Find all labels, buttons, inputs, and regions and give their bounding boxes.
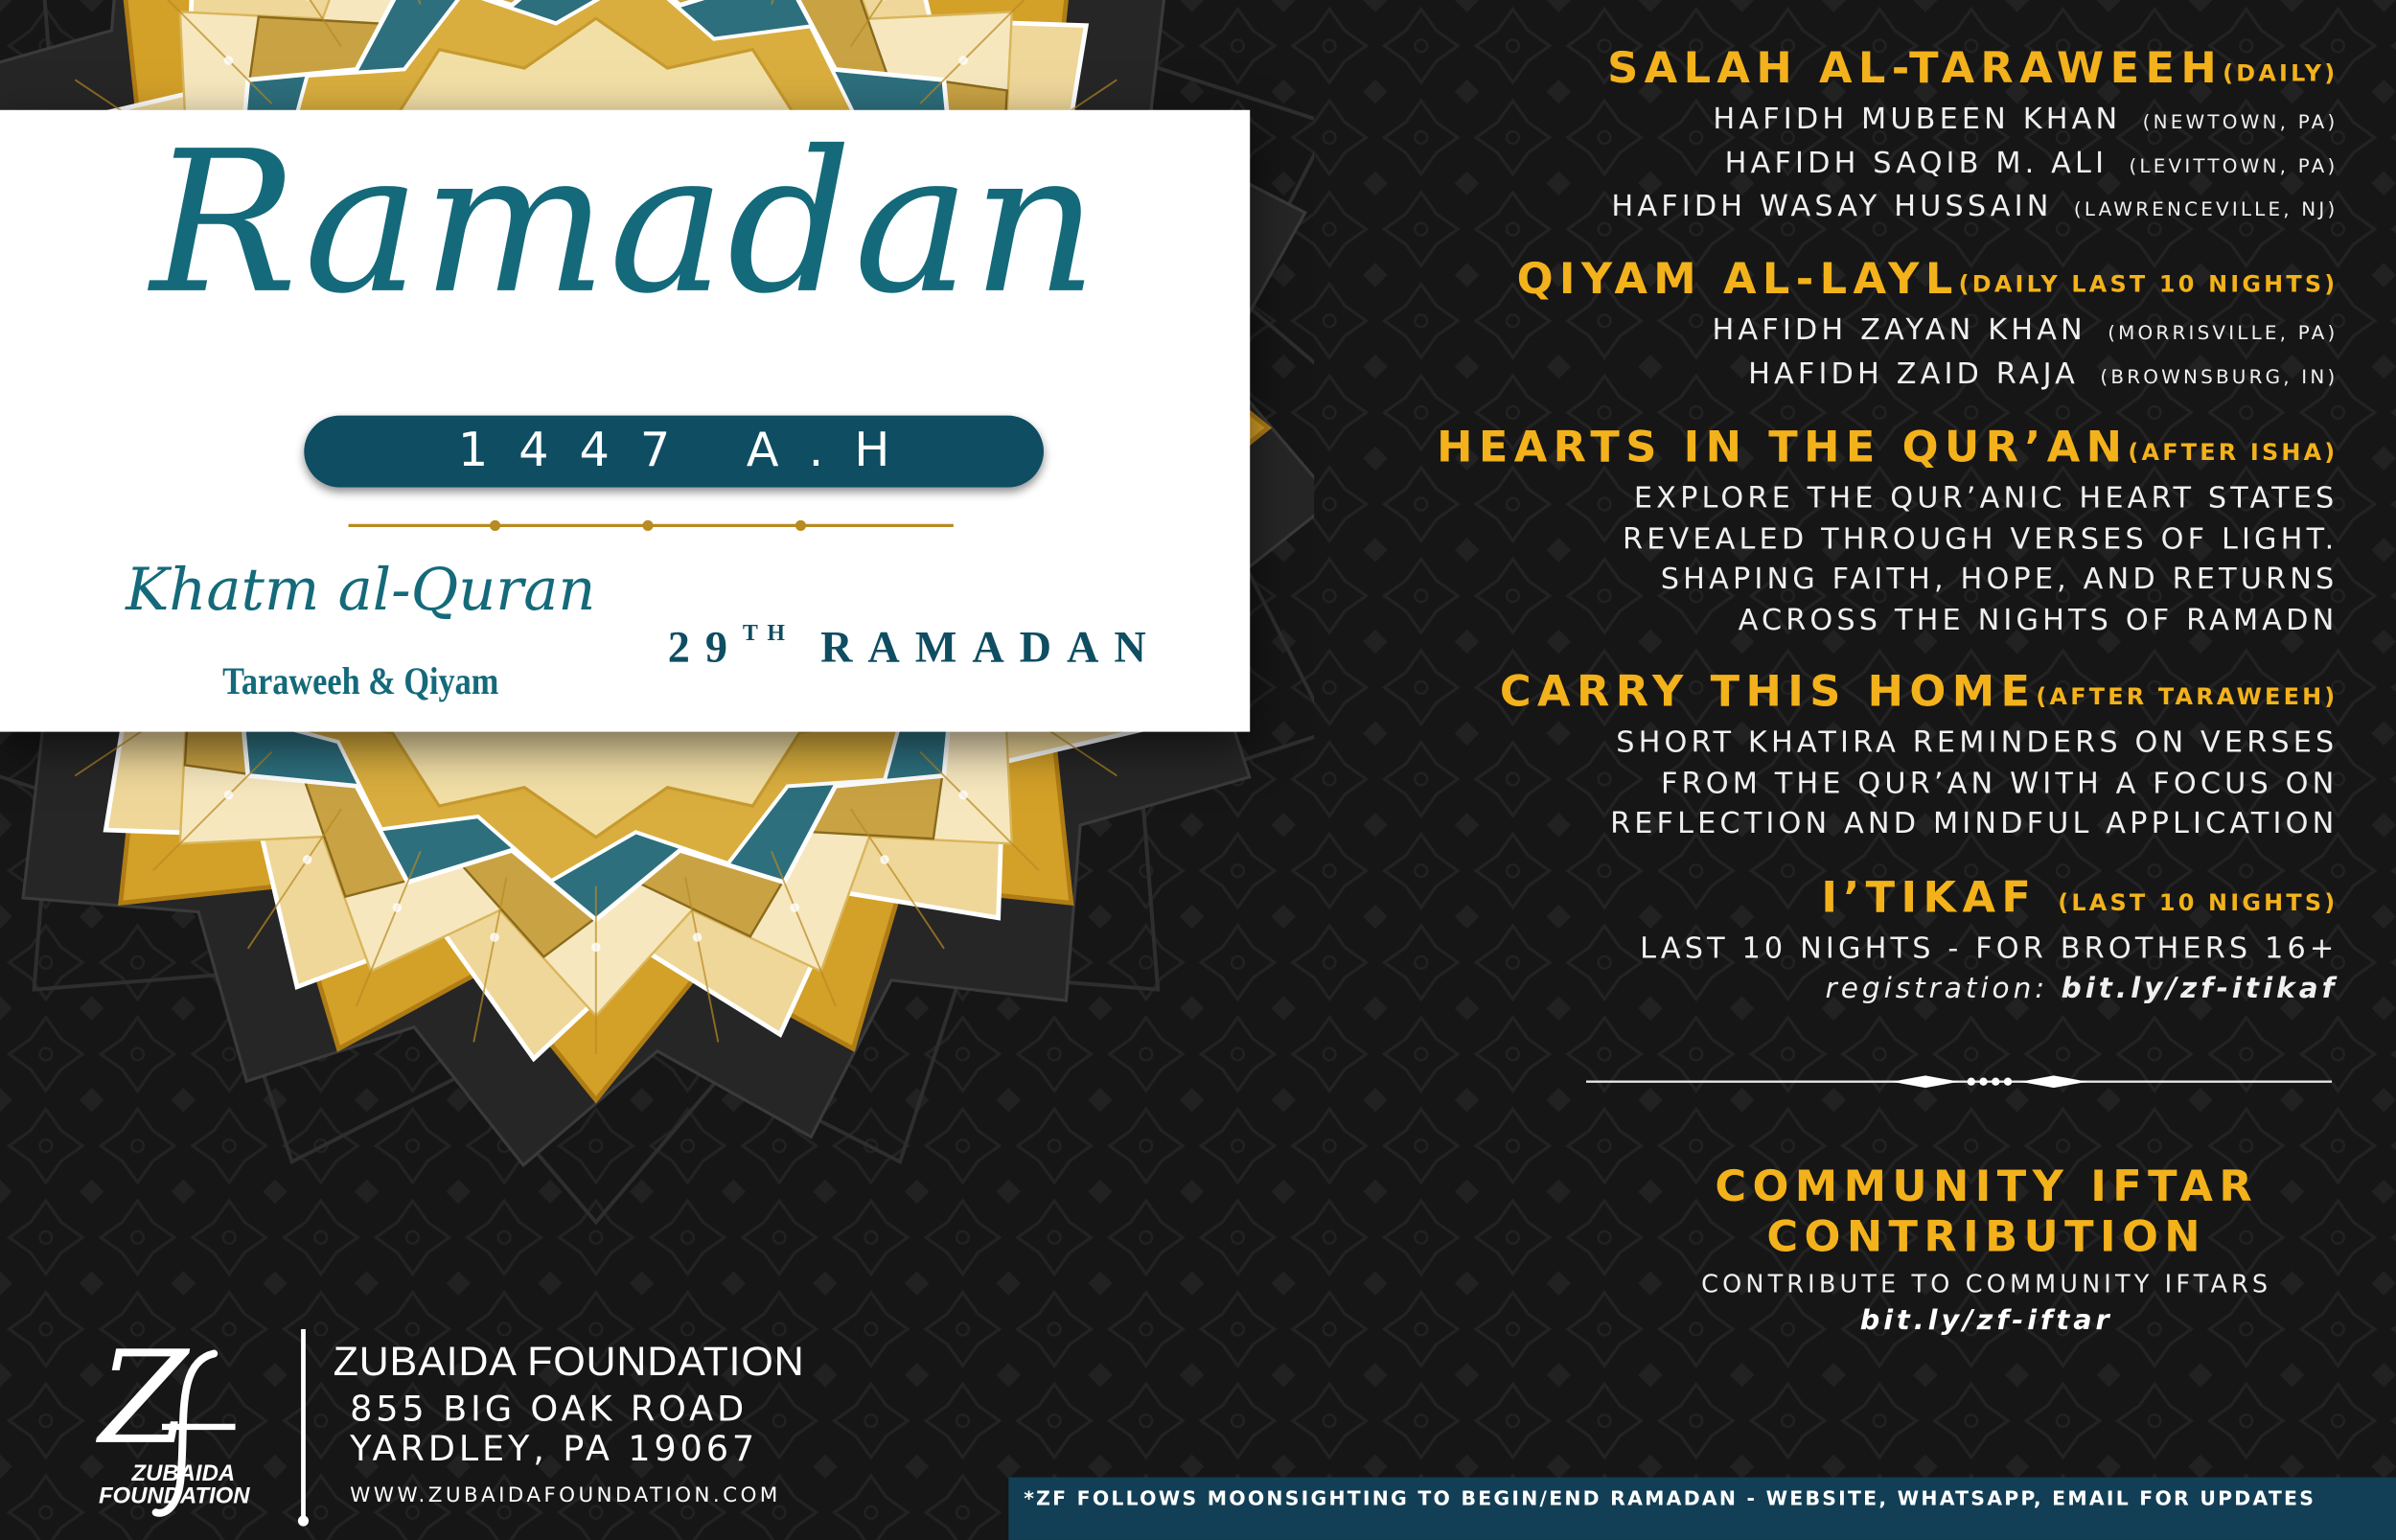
- iftar-description: CONTRIBUTE TO COMMUNITY IFTARS: [1701, 1269, 2272, 1299]
- reciter-location: (LEVITTOWN, PA): [2129, 153, 2338, 177]
- taraweeh-qiyam-subtitle: Taraweeh & Qiyam: [222, 661, 499, 703]
- section-tag: (AFTER TARAWEEH): [2036, 682, 2338, 711]
- date-number: 29: [667, 623, 743, 673]
- reciter-line: [1299, 100, 2338, 143]
- moonsighting-notice: *ZF FOLLOWS MOONSIGHTING TO BEGIN/END RAMADAN - WEBSITE, WHATSAPP, EMAIL FOR UPDATES: [1024, 1487, 2316, 1511]
- logo-text-zubaida: ZUBAIDA: [131, 1460, 236, 1486]
- registration-link[interactable]: bit.ly/zf-itikaf: [2061, 972, 2338, 1005]
- section-heading: [1299, 666, 2338, 723]
- svg-text:Z: Z: [99, 1335, 189, 1473]
- reciter-line: [1299, 186, 2338, 229]
- description-line: FROM THE QUR’AN WITH A FOCUS ON: [1660, 766, 2338, 800]
- ornamental-divider: [349, 514, 954, 539]
- section-tag: (DAILY LAST 10 NIGHTS): [1958, 270, 2338, 298]
- logo-text-foundation: FOUNDATION: [98, 1483, 250, 1509]
- description-line: REVEALED THROUGH VERSES OF LIGHT.: [1623, 521, 2338, 556]
- reciter-location: (BROWNSBURG, IN): [2100, 364, 2338, 388]
- reciter-line: [1299, 354, 2338, 397]
- reciter-name: HAFIDH ZAID RAJA: [1748, 356, 2080, 391]
- khatm-al-quran-heading: Khatm al-Quran: [126, 556, 596, 624]
- section-heading: [1299, 872, 2338, 929]
- description-line: REFLECTION AND MINDFUL APPLICATION: [1610, 806, 2338, 840]
- section-title: QIYAM AL-LAYL: [1516, 253, 1959, 305]
- address-line-1: 855 BIG OAK ROAD: [350, 1390, 749, 1431]
- hijri-year-badge: 1447 A.H: [304, 416, 1044, 488]
- reciter-name: HAFIDH SAQIB M. ALI: [1724, 146, 2108, 180]
- reciter-location: (NEWTOWN, PA): [2142, 109, 2338, 133]
- description-line: SHORT KHATIRA REMINDERS ON VERSES: [1616, 725, 2338, 760]
- reciter-name: HAFIDH WASAY HUSSAIN: [1611, 189, 2053, 223]
- section-tag: (LAST 10 NIGHTS): [2058, 888, 2338, 917]
- section-title: I’TIKAF: [1821, 872, 2038, 923]
- section-title: CARRY THIS HOME: [1499, 666, 2037, 717]
- description-line: LAST 10 NIGHTS - FOR BROTHERS 16+: [1640, 931, 2338, 966]
- description-line: SHAPING FAITH, HOPE, AND RETURNS: [1660, 562, 2338, 596]
- section-heading: [1299, 422, 2338, 478]
- section-qiyam-al-layl: [1299, 254, 2338, 398]
- iftar-title-line2: CONTRIBUTION: [1766, 1211, 2207, 1262]
- section-tag: (DAILY): [2223, 59, 2338, 87]
- logo-separator: [301, 1329, 306, 1520]
- iftar-link[interactable]: bit.ly/zf-iftar: [1859, 1304, 2113, 1337]
- date-ordinal: TH: [742, 621, 795, 647]
- reciter-name: HAFIDH MUBEEN KHAN: [1713, 102, 2122, 136]
- reciter-location: (MORRISVILLE, PA): [2108, 320, 2338, 344]
- iftar-title-line1: COMMUNITY IFTAR: [1715, 1161, 2259, 1212]
- description-line: ACROSS THE NIGHTS OF RAMADN: [1738, 602, 2338, 636]
- reciter-name: HAFIDH ZAYAN KHAN: [1712, 312, 2086, 347]
- registration-label: registration:: [1825, 972, 2049, 1005]
- address-line-2: YARDLEY, PA 19067: [350, 1430, 759, 1470]
- description-line: EXPLORE THE QUR’ANIC HEART STATES: [1633, 481, 2338, 516]
- date-month: RAMADAN: [820, 623, 1162, 673]
- event-date: [668, 604, 1218, 678]
- ornamental-divider: [1586, 1069, 2332, 1094]
- section-itikaf: [1299, 872, 2338, 1009]
- section-tag: (AFTER ISHA): [2128, 438, 2338, 467]
- section-hearts-in-the-quran: [1299, 422, 2338, 640]
- section-carry-this-home: [1299, 666, 2338, 844]
- organization-name: ZUBAIDA FOUNDATION: [333, 1338, 805, 1385]
- section-title: SALAH AL-TARAWEEH: [1607, 42, 2223, 94]
- zubaida-foundation-logo: [67, 1335, 281, 1521]
- reciter-line: [1299, 310, 2338, 354]
- hero-title: Ramadan: [150, 109, 1100, 338]
- section-salah-al-taraweeh: [1299, 43, 2338, 230]
- section-heading: [1299, 254, 2338, 310]
- community-iftar-block: [1620, 1161, 2353, 1339]
- registration-line: [1299, 970, 2338, 1009]
- section-heading: [1299, 43, 2338, 100]
- section-title: HEARTS IN THE QUR’AN: [1437, 421, 2129, 472]
- reciter-line: [1299, 143, 2338, 186]
- reciter-location: (LAWRENCEVILLE, NJ): [2073, 196, 2338, 220]
- website-link[interactable]: WWW.ZUBAIDAFOUNDATION.COM: [350, 1483, 781, 1508]
